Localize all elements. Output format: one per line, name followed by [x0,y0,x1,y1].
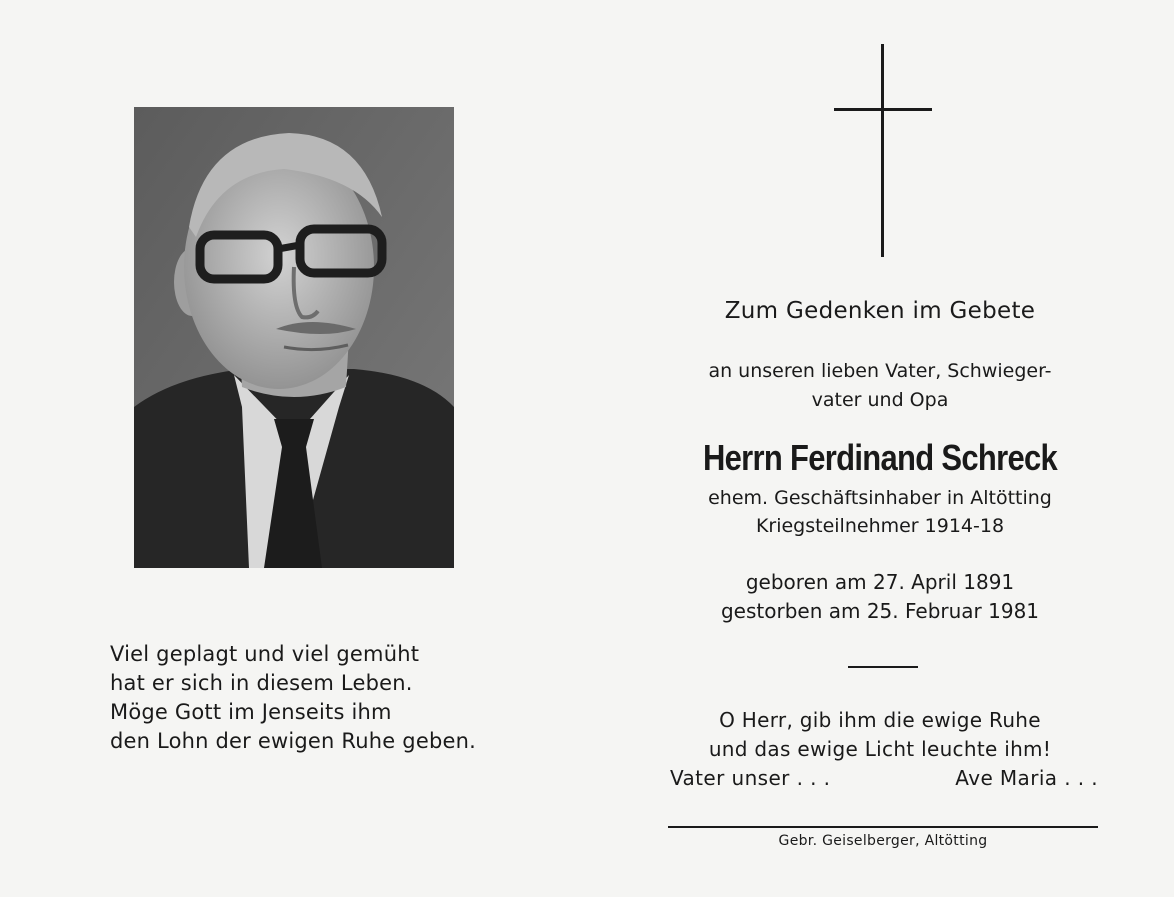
death-date: gestorben am 25. Februar 1981 [720,599,1040,623]
divider [848,666,918,668]
memorial-heading: Zum Gedenken im Gebete [724,298,1036,324]
printer-credit: Gebr. Geiselberger, Altötting [778,833,988,849]
dedication-line: vater und Opa [811,389,949,411]
printer-divider [668,826,1098,828]
occupation-line: ehem. Geschäftsinhaber in Altötting [708,487,1052,509]
cross-icon [834,44,932,257]
cross-horizontal-bar [834,108,932,111]
occupation-line: Kriegsteilnehmer 1914-18 [755,515,1005,537]
ave-maria-text: Ave Maria . . . [955,766,1098,790]
life-dates [660,568,1100,626]
poem [110,640,530,756]
poem-line: Viel geplagt und viel gemüht [110,642,420,666]
vater-unser-text: Vater unser . . . [670,766,831,790]
poem-line: den Lohn der ewigen Ruhe geben. [110,729,476,753]
portrait-illustration [134,107,454,568]
dedication-text [660,357,1100,415]
dedication-line: an unseren lieben Vater, Schwieger- [708,360,1052,382]
poem-line: Möge Gott im Jenseits ihm [110,700,392,724]
occupation-text [660,484,1100,540]
prayer-line: und das ewige Licht leuchte ihm! [708,737,1052,761]
prayer-text [660,706,1100,764]
poem-line: hat er sich in diesem Leben. [110,671,413,695]
cross-vertical-bar [881,44,884,257]
portrait-photo [134,107,454,568]
prayer-line: O Herr, gib ihm die ewige Ruhe [719,708,1041,732]
birth-date: geboren am 27. April 1891 [745,570,1015,594]
deceased-name: Herrn Ferdinand Schreck [702,437,1058,478]
